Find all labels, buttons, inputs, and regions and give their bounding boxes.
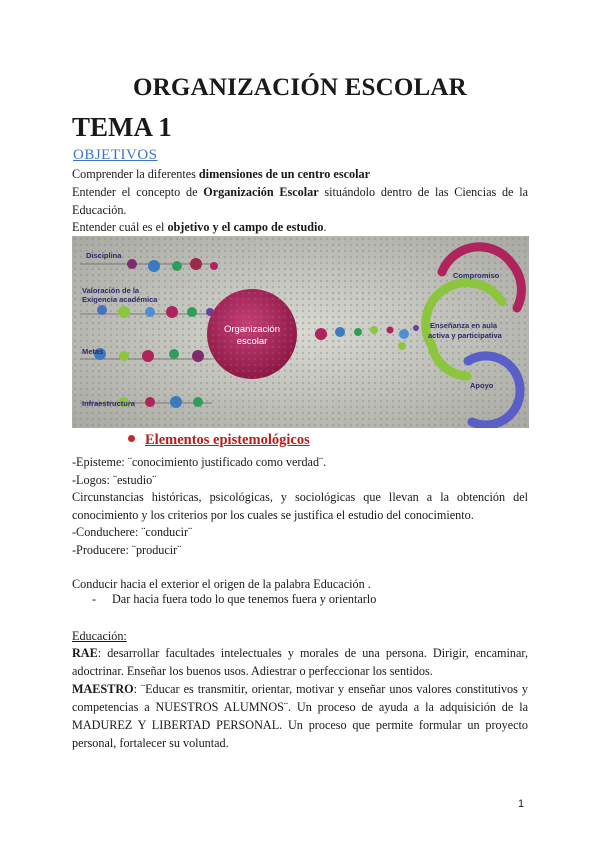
organization-diagram: [72, 236, 529, 428]
objetivos-heading: OBJETIVOS: [73, 147, 158, 163]
conduchere-line: -Conduchere: ¨conducir¨: [72, 525, 193, 539]
objective-1: Comprender la diferentes dimensiones de un centro escolar: [72, 167, 370, 181]
objective-3: Entender cuál es el objetivo y el campo de estudio.: [72, 220, 327, 234]
objective-2: Entender el concepto de Organización Escolar situándolo dentro de las Ciencias de la Educación.: [72, 185, 528, 217]
tema-heading: TEMA 1: [72, 112, 172, 142]
document-title: ORGANIZACIÓN ESCOLAR: [133, 74, 467, 101]
label-exigencia: Exigencia académica: [82, 295, 158, 304]
logos-line: -Logos: ¨estudio¨: [72, 473, 157, 487]
educacion-heading: Educación:: [72, 629, 127, 643]
label-disciplina: Disciplina: [86, 251, 122, 260]
dash-item: - Dar hacia fuera todo lo que tenemos fuera y orientarlo: [92, 592, 377, 606]
epistemic-heading: Elementos epistemológicos: [128, 432, 310, 449]
label-apoyo: Apoyo: [470, 381, 494, 390]
label-valoracion: Valoración de la: [82, 286, 140, 295]
circumstances-paragraph: Circunstancias históricas, psicológicas, y sociológicas que llevan a la obtención del conocimiento y los criterios por los cuales se justifica el estudio del conocimiento.: [72, 490, 528, 522]
label-ensenanza-1: Enseñanza en aula: [430, 321, 498, 330]
page-number: 1: [518, 798, 525, 810]
label-infraestructura: Infraestructura: [82, 399, 135, 408]
center-label-2: escolar: [236, 336, 268, 347]
origin-line: Conducir hacia el exterior el origen de la palabra Educación .: [72, 577, 371, 591]
producere-line: -Producere: ¨producir¨: [72, 543, 182, 557]
label-compromiso: Compromiso: [453, 271, 500, 280]
episteme-line: -Episteme: ¨conocimiento justificado como verdad¨.: [72, 455, 327, 469]
center-label-1: Organización: [224, 324, 280, 335]
rae-paragraph: RAE: desarrollar facultades intelectuales y morales de una persona. Dirigir, encaminar, adoctrinar. Enseñar los buenos usos. Adiestrar o perfeccionar los sentidos.: [72, 646, 528, 678]
label-ensenanza-2: activa y participativa: [428, 331, 502, 340]
label-metas: Metas: [82, 347, 104, 356]
maestro-paragraph: MAESTRO: ¨Educar es transmitir, orientar, motivar y enseñar unos valores constitutivos y competencias a NUESTROS ALUMNOS¨. Un proceso de ayuda a la adquisición de la MADUREZ Y LIBERTAD PERSONAL. Un proceso que permite formular un proyecto personal, fortalecer su voluntad.: [72, 682, 528, 750]
bullet-icon: [128, 435, 135, 442]
